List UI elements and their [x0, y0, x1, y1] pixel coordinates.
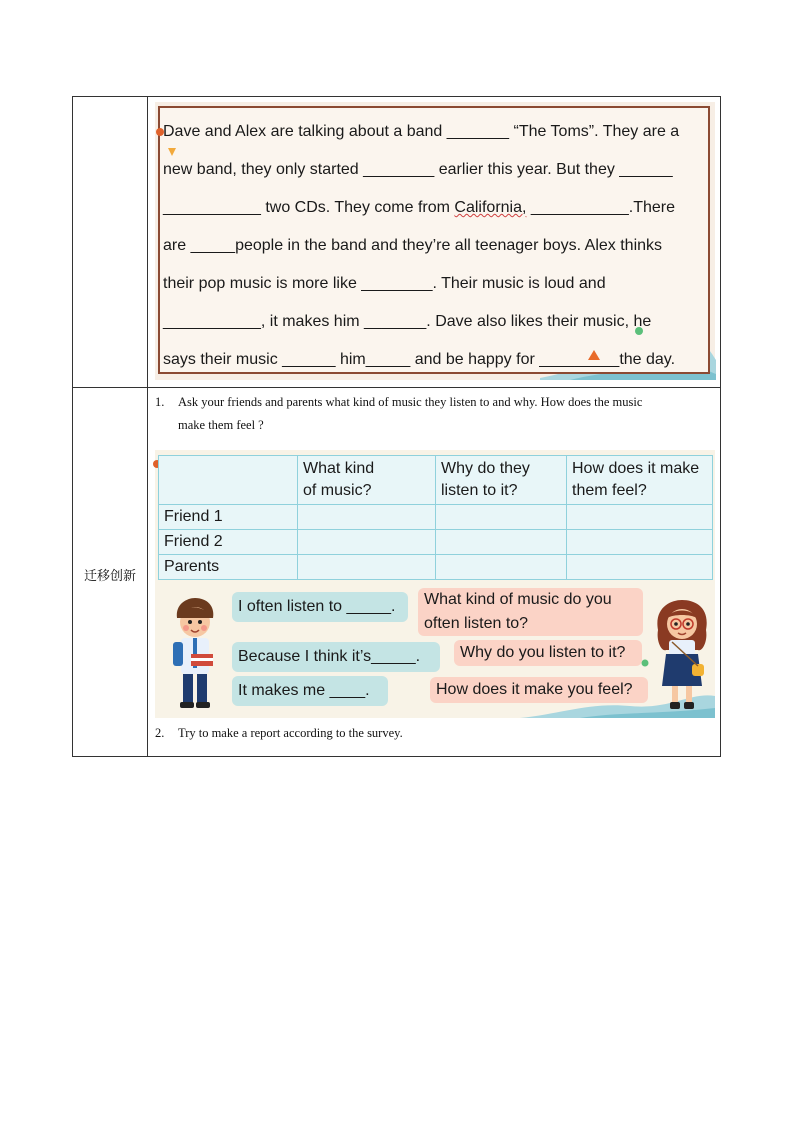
speech-bubble-listen: I often listen to _____. [232, 592, 408, 622]
bubble-line: What kind of music do you [424, 591, 612, 608]
task2-number: 2. [155, 726, 165, 740]
answer-cell[interactable] [567, 530, 713, 555]
speech-bubble-why: Why do you listen to it? [454, 640, 642, 666]
table-row [159, 555, 713, 580]
speech-bubble-what-kind [418, 588, 643, 636]
column-divider [147, 97, 148, 756]
row-label-friend-1: Friend 1 [159, 505, 298, 530]
row2-label: 迁移创新 [83, 569, 136, 584]
speech-bubble-because: Because I think it’s_____. [232, 642, 440, 672]
table-row [159, 530, 713, 555]
answer-cell[interactable] [436, 555, 567, 580]
passage-line-3 [163, 199, 675, 217]
task1-number: 1. [155, 395, 165, 409]
speech-bubble-how: How does it make you feel? [430, 677, 648, 703]
answer-cell[interactable] [298, 530, 436, 555]
answer-cell[interactable] [298, 555, 436, 580]
passage-line-3-start: ___________ two CDs. They come from [163, 199, 455, 216]
answer-cell[interactable] [298, 505, 436, 530]
task1-line2: make them feel ? [178, 418, 264, 432]
bubble-line: often listen to? [424, 615, 529, 632]
passage-line-3-end: ___________.There [526, 199, 676, 216]
table-row [159, 505, 713, 530]
survey-header-feel: How does it make them feel? [567, 456, 713, 505]
girl-student-icon [652, 600, 712, 712]
passage-line-6: ___________, it makes him _______. Dave also likes their music, he [163, 313, 652, 330]
passage-line-1: Dave and Alex are talking about a band _______ “The Toms”. They are a [163, 123, 680, 140]
boy-student-icon [165, 598, 225, 710]
speech-bubble-makes-me: It makes me ____. [232, 676, 388, 706]
row-label-friend-2: Friend 2 [159, 530, 298, 555]
passage-line-5: their pop music is more like ________. Their music is loud and [163, 275, 606, 292]
survey-header-blank [159, 456, 298, 505]
passage-line-2: new band, they only started ________ earlier this year. But they ______ [163, 161, 673, 178]
answer-cell[interactable] [567, 555, 713, 580]
row-label-parents: Parents [159, 555, 298, 580]
survey-header-why: Why do they listen to it? [436, 456, 567, 505]
answer-cell[interactable] [436, 505, 567, 530]
task2-text: Try to make a report according to the survey. [178, 726, 403, 740]
survey-header-row [159, 456, 713, 505]
passage-line-4: are _____people in the band and they’re all teenager boys. Alex thinks [163, 237, 663, 254]
survey-header-kind: What kind of music? [298, 456, 436, 505]
row-divider [73, 387, 720, 388]
spelling-flag-word: California, [454, 199, 527, 216]
answer-cell[interactable] [567, 505, 713, 530]
answer-cell[interactable] [436, 530, 567, 555]
task1-line1: Ask your friends and parents what kind of music they listen to and why. How does the music [178, 395, 643, 409]
survey-table [158, 455, 713, 580]
passage-line-7: says their music ______ him_____ and be happy for _________the day. [163, 351, 676, 368]
